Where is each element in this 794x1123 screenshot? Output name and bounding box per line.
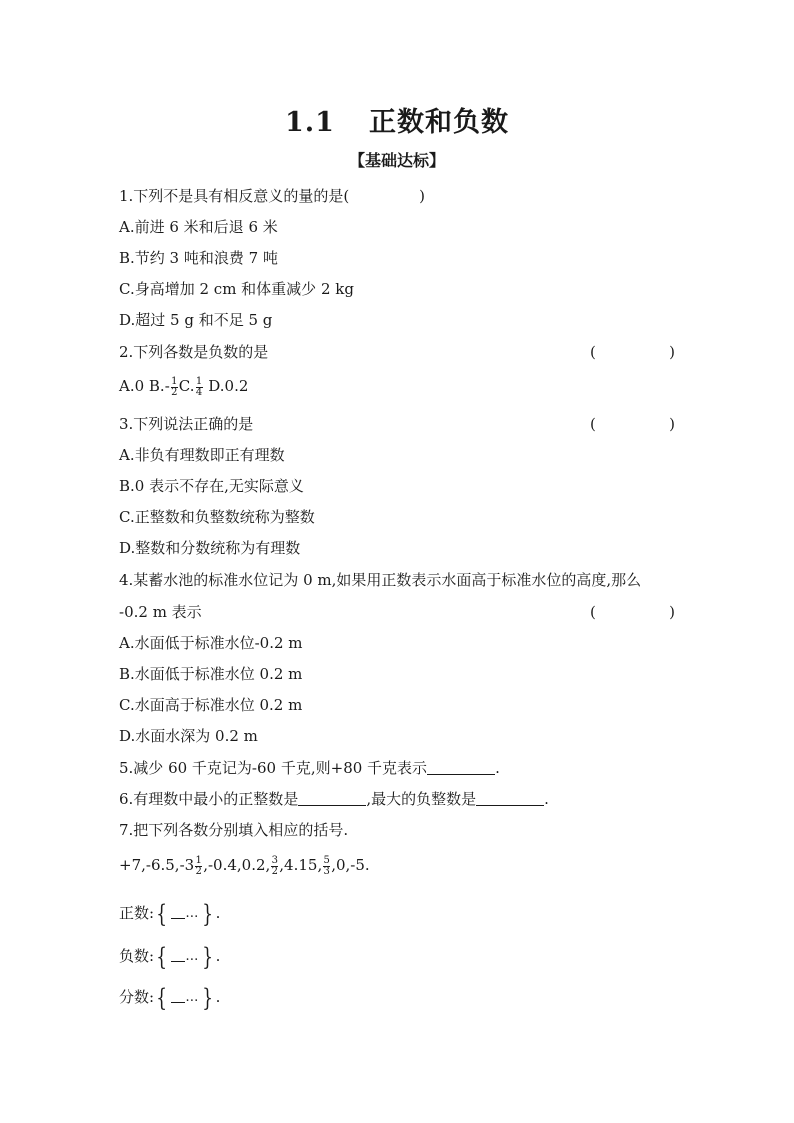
- answer-blank: [427, 759, 495, 775]
- question-3-answer-bracket: ( ): [590, 415, 675, 433]
- question-3-option-a: A.非负有理数即正有理数: [119, 446, 285, 464]
- fraction: $\frac{1}{2}$: [195, 854, 202, 877]
- question-1-option-b: B.节约 3 吨和浪费 7 吨: [119, 249, 278, 267]
- question-5: 5.减少 60 千克记为-60 千克,则+80 千克表示 .: [119, 759, 500, 777]
- section-heading: 【基础达标】: [348, 151, 445, 170]
- question-4-option-d: D.水面水深为 0.2 m: [119, 727, 258, 745]
- question-4-stem-line-2: -0.2 m 表示: [119, 603, 202, 621]
- question-3-stem: 3.下列说法正确的是: [119, 415, 254, 433]
- question-4-stem-line-1: 4.某蓄水池的标准水位记为 0 m,如果用正数表示水面高于标准水位的高度,那么: [119, 571, 642, 589]
- question-1-option-a: A.前进 6 米和后退 6 米: [119, 218, 278, 236]
- question-2-stem: 2.下列各数是负数的是: [119, 343, 269, 361]
- section-number: 1.1: [285, 107, 335, 138]
- fraction: $\frac{5}{3}$: [323, 854, 330, 877]
- question-1-option-c: C.身高增加 2 cm 和体重减少 2 kg: [119, 280, 354, 298]
- question-1-stem: 1.下列不是具有相反意义的量的是( ): [119, 187, 426, 205]
- set-positive: 正数: { … } .: [119, 900, 221, 928]
- fraction-one-quarter: $\frac{1}{4}$: [195, 375, 203, 398]
- question-3-option-c: C.正整数和负整数统称为整数: [119, 508, 315, 526]
- question-4-answer-bracket: ( ): [590, 603, 675, 621]
- question-1-option-d: D.超过 5 g 和不足 5 g: [119, 311, 273, 329]
- set-fraction: 分数: { … } .: [119, 984, 221, 1012]
- question-7-number-list: +7,-6.5,-3 $\frac{1}{2}$ ,-0.4,0.2, $\frac{3}{2}$ ,4.15, $\frac{5}{3}$ ,0,-5.: [119, 854, 370, 877]
- question-4-option-b: B.水面低于标准水位 0.2 m: [119, 665, 303, 683]
- question-2-options: A.0 B.- $\frac{1}{2}$ C. $\frac{1}{4}$ D.0.2: [119, 375, 249, 398]
- page-title: [0, 100, 794, 139]
- set-negative: 负数: { … } .: [119, 943, 221, 971]
- fraction-one-half: $\frac{1}{2}$: [171, 375, 178, 398]
- answer-blank: [476, 790, 544, 806]
- answer-blank: [298, 790, 366, 806]
- section-title: 正数和负数: [368, 107, 509, 138]
- question-4-option-c: C.水面高于标准水位 0.2 m: [119, 696, 303, 714]
- question-2-answer-bracket: ( ): [590, 343, 675, 361]
- question-7-stem: 7.把下列各数分别填入相应的括号.: [119, 821, 349, 839]
- question-6: 6.有理数中最小的正整数是 ,最大的负整数是 .: [119, 790, 549, 808]
- question-3-option-b: B.0 表示不存在,无实际意义: [119, 477, 304, 495]
- fraction: $\frac{3}{2}$: [271, 854, 278, 877]
- question-4-option-a: A.水面低于标准水位-0.2 m: [119, 634, 303, 652]
- question-3-option-d: D.整数和分数统称为有理数: [119, 539, 301, 557]
